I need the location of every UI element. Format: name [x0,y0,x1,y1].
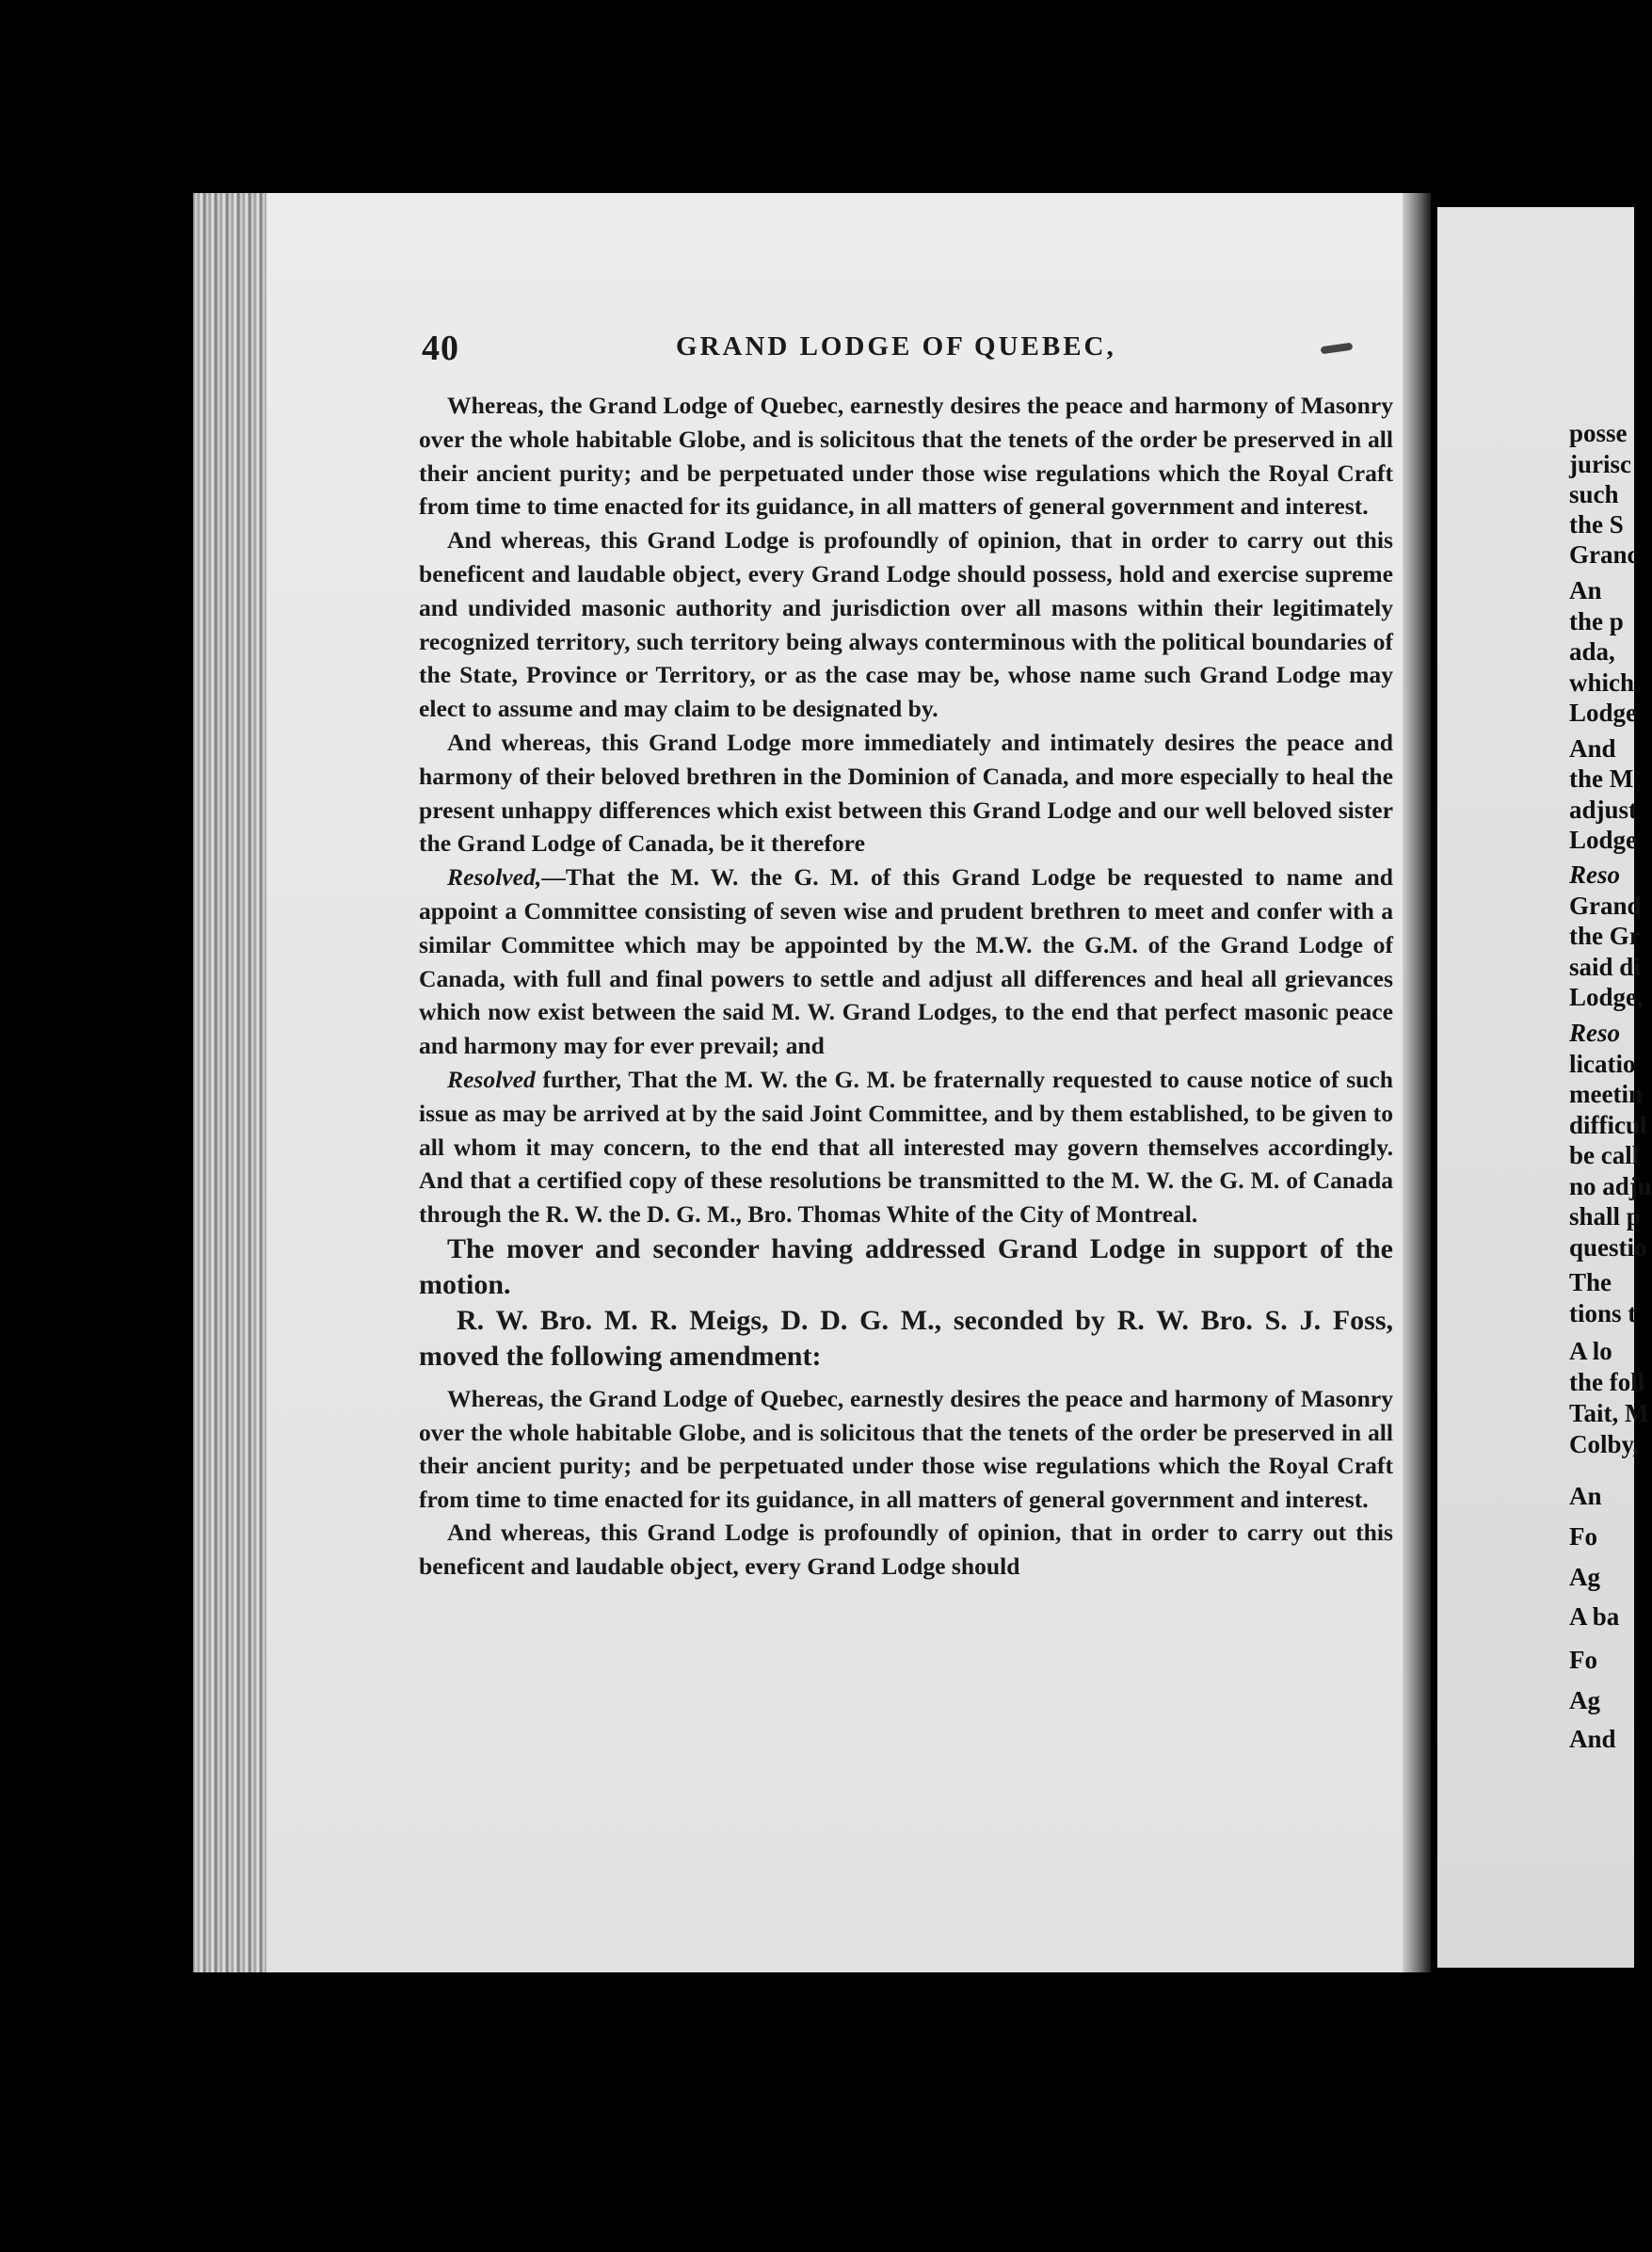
gutter-shadow [1403,193,1431,1972]
right-page-line: the S [1569,510,1624,539]
paragraph-whereas-2: And whereas, this Grand Lodge is profoundly of opinion, that in order to carry out this beneficent and laudable object, every Grand Lodge should possess, hold and exercise supreme and undivided masonic authority and jurisdiction over all masons within their legitimately recognized territory, such territory being always conterminous with the political boundaries of the State, Province or Territory, or as the case may be, whose name such Grand Lodge may elect to assume and may claim to be designated by. [419,526,1393,723]
right-page-line: Lodge [1569,826,1638,854]
page-number: 40 [422,329,459,368]
right-page-line: Ag [1569,1686,1600,1714]
right-page-line: the foll [1569,1368,1645,1396]
ink-smudge [1321,343,1354,355]
right-page-line: And [1569,734,1616,763]
resolved-lead: Resolved, [447,863,542,892]
right-page-line: A lo [1569,1337,1612,1365]
left-page [266,193,1405,1972]
resolved-text: —That the M. W. the G. M. of this Grand Lodge be requested to name and appoint a Committee consisting of seven wise and prudent brethren to meet and confer with a similar Committee which may be appointed by the M.W. the G.M. of the Grand Lodge of Canada, with full and final powers to settle and adjust all differences and heal all grievances which now exist between the said M. W. Grand Lodges, to the end that perfect masonic peace and harmony may for ever prevail; and [419,863,1393,1060]
right-page-line: An [1569,576,1602,604]
right-page-line: tions t [1569,1299,1637,1327]
amendment-paragraph-1: Whereas, the Grand Lodge of Quebec, earnestly desires the peace and harmony of Masonry over the whole habitable Globe, and is solicitous that the tenets of the order be preserved in all their ancient purity; and be perpetuated under those wise regulations which the Royal Craft from time to time enacted for its guidance, in all matters of general government and interest. [419,1384,1393,1513]
right-page-line: Fo [1569,1646,1597,1674]
amendment-paragraph-2: And whereas, this Grand Lodge is profoundly of opinion, that in order to carry out this beneficent and laudable object, every Grand Lodge should [419,1519,1393,1580]
amendment-intro [419,1303,1393,1375]
running-head: GRAND LODGE OF QUEBEC, [676,331,1116,362]
right-page-line: the M [1569,764,1634,793]
paragraph-whereas-3: And whereas, this Grand Lodge more immediately and intimately desires the peace and harmony of their beloved brethren in the Dominion of Canada, and more especially to heal the present unhappy differences which exist between this Grand Lodge and our well beloved sister the Grand Lodge of Canada, be it therefore [419,728,1393,858]
right-page-line: such [1569,480,1619,508]
resolved-text: further, That the M. W. the G. M. be fraternally requested to cause notice of such issue as may be arrived at by the said Joint Committee, and by them established, to be given to all whom it may concern, to the end that all interested may govern themselves accordingly. And that a certified copy of these resolutions be transmitted to the M. W. the G. M. of Canada through the R. W. the D. G. M., Bro. Thomas White of the City of Montreal. [419,1065,1393,1229]
page-edges-stack [193,193,266,1972]
right-page-line: An [1569,1482,1602,1510]
right-page-line: meetin [1569,1080,1643,1108]
right-page-line: Tait, M [1569,1399,1649,1427]
right-page-line: the p [1569,607,1624,635]
right-page-line: difficul [1569,1111,1647,1139]
right-page-line: adjust [1569,796,1638,824]
right-page-line: no adju [1569,1172,1652,1200]
right-page-line: posse [1569,419,1628,447]
right-page-fragment [1437,207,1652,1968]
resolved-lead: Resolved [447,1065,536,1093]
right-page-line: the Gr [1569,922,1641,950]
paragraph-whereas-1: Whereas, the Grand Lodge of Quebec, earnestly desires the peace and harmony of Masonry over the whole habitable Globe, and is solicitous that the tenets of the order be preserved in all their ancient purity; and be perpetuated under those wise regulations which the Royal Craft from time to time enacted for its guidance, in all matters of general government and interest. [419,392,1393,521]
right-page-line: be call [1569,1141,1640,1169]
right-page-line: said di [1569,953,1641,981]
mover-note: The mover and seconder having addressed Grand Lodge in support of the motion. [419,1232,1393,1300]
paragraph-resolved-1 [419,861,1393,1063]
page-header [422,328,1391,368]
right-page-line: questio [1569,1233,1647,1262]
right-page-line: shall p [1569,1202,1641,1231]
right-page-line: which [1569,668,1635,697]
right-page-line: Grand [1569,892,1642,920]
right-page-line: ada, [1569,637,1615,666]
right-page-line: A ba [1569,1602,1620,1631]
right-page-line: And [1569,1725,1616,1753]
right-page-line: Reso [1569,861,1620,889]
right-page-line: Fo [1569,1522,1597,1551]
right-page-line: Ag [1569,1563,1600,1591]
paragraph-resolved-2 [419,1063,1393,1231]
right-page-line: Reso [1569,1019,1620,1047]
amendment-intro-text: R. W. Bro. M. R. Meigs, D. D. G. M., seconded by R. W. Bro. S. J. Foss, moved the following amendment: [419,1304,1393,1372]
right-page-line: Granc [1569,540,1639,569]
right-page-line: The [1569,1268,1612,1296]
right-page-line: Lodge [1569,699,1638,727]
body-text [419,389,1393,1583]
right-page-line: Colby, [1569,1430,1640,1458]
amendment-text [419,1382,1393,1584]
right-page-line: Lodge, [1569,983,1644,1011]
right-page-line: licatio [1569,1050,1636,1078]
right-page-line: jurisc [1569,450,1631,478]
